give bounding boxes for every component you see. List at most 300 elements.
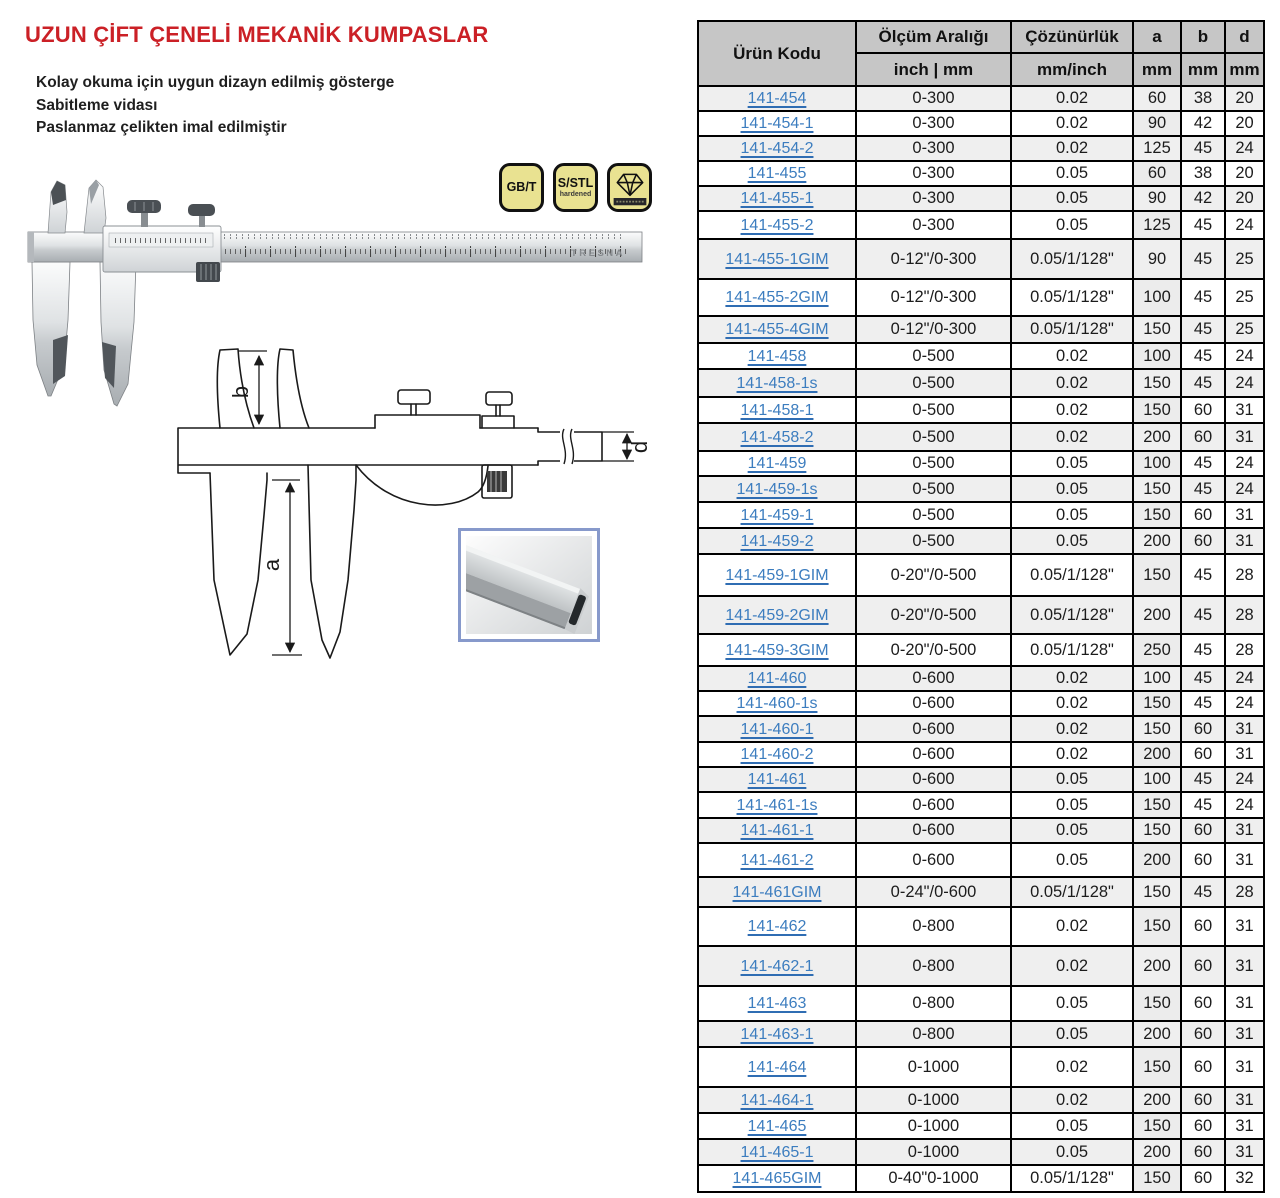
- product-code-link[interactable]: 141-461: [747, 771, 807, 788]
- product-code-link[interactable]: 141-458-2: [740, 428, 814, 446]
- d-cell: 31: [1225, 907, 1264, 946]
- product-code-link[interactable]: 141-454-1: [740, 115, 814, 132]
- b-cell: 45: [1181, 554, 1225, 596]
- caliper-dimension-diagram: [150, 340, 690, 675]
- d-cell: 28: [1225, 554, 1264, 596]
- a-cell: 200: [1133, 423, 1181, 451]
- b-cell: 45: [1181, 316, 1225, 343]
- b-cell: 45: [1181, 451, 1225, 476]
- b-cell: 45: [1181, 476, 1225, 502]
- d-cell: 24: [1225, 792, 1264, 818]
- d-cell: 32: [1225, 1165, 1264, 1192]
- product-code-link[interactable]: 141-458-1: [740, 401, 814, 419]
- product-code-link[interactable]: 141-454: [747, 90, 807, 107]
- product-code-link[interactable]: 141-455-1GIM: [725, 250, 829, 268]
- table-row: [698, 767, 1264, 792]
- d-cell: 24: [1225, 211, 1264, 239]
- range-cell: 0-20"/0-500: [856, 554, 1011, 596]
- a-cell: 90: [1133, 111, 1181, 136]
- diagram-beam: [178, 428, 538, 473]
- resolution-cell: 0.02: [1011, 946, 1133, 986]
- a-cell: 90: [1133, 239, 1181, 279]
- resolution-cell: 0.05/1/128": [1011, 877, 1133, 907]
- table-row: [698, 1113, 1264, 1139]
- resolution-cell: 0.05/1/128": [1011, 1165, 1133, 1192]
- resolution-cell: 0.05: [1011, 767, 1133, 792]
- d-cell: 31: [1225, 946, 1264, 986]
- b-cell: 60: [1181, 423, 1225, 451]
- product-table: [697, 20, 1265, 1193]
- resolution-cell: 0.02: [1011, 423, 1133, 451]
- table-row: [698, 666, 1264, 691]
- product-code-cell: [698, 691, 856, 716]
- a-cell: 150: [1133, 476, 1181, 502]
- d-cell: 31: [1225, 1139, 1264, 1165]
- moving-jaw-carbide-tip: [102, 342, 116, 388]
- b-cell: 38: [1181, 86, 1225, 111]
- product-code-link[interactable]: 141-461-1: [740, 822, 814, 839]
- b-cell: 60: [1181, 528, 1225, 554]
- d-cell: 31: [1225, 397, 1264, 423]
- d-cell: 31: [1225, 1021, 1264, 1047]
- product-code-link[interactable]: 141-455-1: [740, 190, 814, 207]
- d-cell: 20: [1225, 111, 1264, 136]
- a-cell: 100: [1133, 767, 1181, 792]
- b-cell: 60: [1181, 716, 1225, 742]
- b-cell: 60: [1181, 843, 1225, 877]
- product-code-cell: [698, 502, 856, 528]
- table-row: [698, 877, 1264, 907]
- product-code-link[interactable]: 141-463: [747, 995, 807, 1012]
- resolution-cell: 0.05: [1011, 1113, 1133, 1139]
- resolution-cell: 0.02: [1011, 666, 1133, 691]
- b-cell: 45: [1181, 596, 1225, 634]
- resolution-cell: 0.05: [1011, 186, 1133, 211]
- d-cell: 28: [1225, 634, 1264, 666]
- range-cell: 0-600: [856, 792, 1011, 818]
- table-row: [698, 792, 1264, 818]
- a-cell: 150: [1133, 877, 1181, 907]
- product-code-cell: [698, 716, 856, 742]
- a-cell: 150: [1133, 907, 1181, 946]
- resolution-cell: 0.02: [1011, 397, 1133, 423]
- resolution-cell: 0.05: [1011, 1139, 1133, 1165]
- a-cell: 150: [1133, 792, 1181, 818]
- d-cell: 24: [1225, 343, 1264, 369]
- table-row: [698, 111, 1264, 136]
- a-cell: 150: [1133, 1113, 1181, 1139]
- product-code-link[interactable]: 141-460: [747, 670, 807, 687]
- table-row: [698, 316, 1264, 343]
- table-row: [698, 369, 1264, 397]
- table-row: [698, 818, 1264, 843]
- b-cell: 60: [1181, 1087, 1225, 1113]
- range-cell: 0-300: [856, 161, 1011, 186]
- resolution-cell: 0.05: [1011, 818, 1133, 843]
- product-code-link[interactable]: 141-461-1s: [736, 796, 818, 814]
- b-cell: 42: [1181, 186, 1225, 211]
- diagram-upper-moving-blade: [277, 349, 309, 428]
- range-cell: 0-12"/0-300: [856, 279, 1011, 316]
- b-cell: 45: [1181, 239, 1225, 279]
- product-code-link[interactable]: 141-455-2GIM: [725, 289, 829, 306]
- a-cell: 100: [1133, 451, 1181, 476]
- d-cell: 31: [1225, 742, 1264, 767]
- d-cell: 31: [1225, 716, 1264, 742]
- badge-gbt-label: GB/T: [506, 179, 537, 194]
- range-cell: 0-300: [856, 86, 1011, 111]
- range-cell: 0-500: [856, 476, 1011, 502]
- product-code-cell: [698, 316, 856, 343]
- table-row: [698, 86, 1264, 111]
- range-cell: 0-600: [856, 691, 1011, 716]
- a-cell: 150: [1133, 554, 1181, 596]
- a-cell: 150: [1133, 369, 1181, 397]
- table-row: [698, 186, 1264, 211]
- badge-sstl-sublabel: hardened: [559, 191, 592, 199]
- range-cell: 0-500: [856, 502, 1011, 528]
- d-cell: 31: [1225, 1047, 1264, 1087]
- moving-jaw: [100, 262, 136, 406]
- d-cell: 24: [1225, 666, 1264, 691]
- table-row: [698, 716, 1264, 742]
- resolution-cell: 0.02: [1011, 343, 1133, 369]
- range-cell: 0-600: [856, 818, 1011, 843]
- col-header-a: a: [1133, 21, 1181, 53]
- d-cell: 20: [1225, 161, 1264, 186]
- range-cell: 0-600: [856, 767, 1011, 792]
- product-code-link[interactable]: 141-462: [747, 918, 807, 935]
- product-code-link[interactable]: 141-455-4GIM: [725, 321, 829, 338]
- range-cell: 0-800: [856, 986, 1011, 1021]
- product-code-cell: [698, 343, 856, 369]
- d-cell: 31: [1225, 986, 1264, 1021]
- product-code-link[interactable]: 141-460-2: [740, 746, 814, 763]
- range-cell: 0-600: [856, 843, 1011, 877]
- product-code-link[interactable]: 141-465GIM: [732, 1170, 822, 1187]
- b-cell: 45: [1181, 767, 1225, 792]
- table-row: [698, 211, 1264, 239]
- product-code-link[interactable]: 141-458: [747, 347, 807, 365]
- range-cell: 0-1000: [856, 1139, 1011, 1165]
- table-row: [698, 161, 1264, 186]
- col-subheader-range-units: inch | mm: [856, 53, 1011, 86]
- a-cell: 150: [1133, 1047, 1181, 1087]
- product-code-cell: [698, 596, 856, 634]
- table-row: [698, 907, 1264, 946]
- d-cell: 24: [1225, 691, 1264, 716]
- product-code-link[interactable]: 141-455-2: [740, 216, 814, 234]
- b-cell: 45: [1181, 369, 1225, 397]
- table-row: [698, 986, 1264, 1021]
- range-cell: 0-1000: [856, 1087, 1011, 1113]
- product-code-cell: [698, 877, 856, 907]
- table-row: [698, 1165, 1264, 1192]
- dim-label-b: b: [228, 385, 253, 399]
- resolution-cell: 0.02: [1011, 86, 1133, 111]
- table-row: [698, 691, 1264, 716]
- a-cell: 150: [1133, 986, 1181, 1021]
- range-cell: 0-300: [856, 211, 1011, 239]
- product-code-cell: [698, 1087, 856, 1113]
- page-title: UZUN ÇİFT ÇENELİ MEKANİK KUMPASLAR: [25, 22, 489, 47]
- a-cell: 150: [1133, 691, 1181, 716]
- feature-item: Paslanmaz çelikten imal edilmiştir: [36, 119, 287, 136]
- range-cell: 0-800: [856, 907, 1011, 946]
- feature-item: Sabitleme vidası: [36, 96, 158, 114]
- product-code-link[interactable]: 141-460-1: [740, 720, 814, 738]
- table-row: [698, 742, 1264, 767]
- b-cell: 45: [1181, 343, 1225, 369]
- col-header-b: b: [1181, 21, 1225, 53]
- b-cell: 60: [1181, 742, 1225, 767]
- product-code-cell: [698, 986, 856, 1021]
- a-cell: 90: [1133, 186, 1181, 211]
- b-cell: 42: [1181, 111, 1225, 136]
- product-code-link[interactable]: 141-465: [747, 1117, 807, 1135]
- diagram-thumb-screw: [398, 390, 430, 404]
- resolution-cell: 0.02: [1011, 742, 1133, 767]
- dim-label-a: a: [259, 558, 284, 572]
- b-cell: 60: [1181, 907, 1225, 946]
- resolution-cell: 0.05: [1011, 528, 1133, 554]
- a-cell: 200: [1133, 1139, 1181, 1165]
- range-cell: 0-300: [856, 111, 1011, 136]
- a-cell: 150: [1133, 316, 1181, 343]
- b-cell: 45: [1181, 279, 1225, 316]
- feature-item: Kolay okuma için uygun dizayn edilmiş gösterge: [36, 74, 395, 91]
- product-code-link[interactable]: 141-459-1: [740, 506, 814, 524]
- table-row: [698, 279, 1264, 316]
- product-code-link[interactable]: 141-463-1: [740, 1025, 814, 1043]
- range-cell: 0-12"/0-300: [856, 316, 1011, 343]
- range-cell: 0-800: [856, 1021, 1011, 1047]
- a-cell: 200: [1133, 1021, 1181, 1047]
- b-cell: 60: [1181, 1139, 1225, 1165]
- fixed-jaw-carbide-tip: [53, 335, 68, 384]
- product-code-link[interactable]: 141-459-1s: [736, 480, 818, 498]
- resolution-cell: 0.02: [1011, 691, 1133, 716]
- d-cell: 24: [1225, 767, 1264, 792]
- table-row: [698, 476, 1264, 502]
- d-cell: 25: [1225, 316, 1264, 343]
- table-row: [698, 397, 1264, 423]
- a-cell: 200: [1133, 528, 1181, 554]
- resolution-cell: 0.05/1/128": [1011, 239, 1133, 279]
- d-cell: 28: [1225, 596, 1264, 634]
- b-cell: 60: [1181, 1021, 1225, 1047]
- resolution-cell: 0.05: [1011, 792, 1133, 818]
- product-code-cell: [698, 1047, 856, 1087]
- resolution-cell: 0.05: [1011, 211, 1133, 239]
- range-cell: 0-600: [856, 742, 1011, 767]
- resolution-cell: 0.05: [1011, 476, 1133, 502]
- d-cell: 24: [1225, 136, 1264, 161]
- range-cell: 0-1000: [856, 1047, 1011, 1087]
- b-cell: 60: [1181, 502, 1225, 528]
- table-row: [698, 239, 1264, 279]
- product-code-cell: [698, 136, 856, 161]
- b-cell: 60: [1181, 397, 1225, 423]
- d-cell: 31: [1225, 818, 1264, 843]
- product-code-cell: [698, 666, 856, 691]
- product-code-cell: [698, 161, 856, 186]
- table-row: [698, 502, 1264, 528]
- resolution-cell: 0.05/1/128": [1011, 554, 1133, 596]
- resolution-cell: 0.05: [1011, 843, 1133, 877]
- b-cell: 45: [1181, 136, 1225, 161]
- resolution-cell: 0.05: [1011, 1021, 1133, 1047]
- b-cell: 60: [1181, 818, 1225, 843]
- d-cell: 25: [1225, 279, 1264, 316]
- col-header-range: Ölçüm Aralığı: [856, 21, 1011, 53]
- range-cell: 0-800: [856, 946, 1011, 986]
- a-cell: 150: [1133, 818, 1181, 843]
- b-cell: 60: [1181, 946, 1225, 986]
- product-code-cell: [698, 843, 856, 877]
- dim-label-d: d: [627, 440, 652, 454]
- product-code-link[interactable]: 141-460-1s: [736, 695, 818, 712]
- d-cell: 31: [1225, 843, 1264, 877]
- product-code-link[interactable]: 141-459-3GIM: [725, 641, 829, 659]
- product-code-link[interactable]: 141-459-2: [740, 532, 814, 550]
- table-row: [698, 843, 1264, 877]
- product-code-cell: [698, 423, 856, 451]
- badge-sstl-label: S/STL: [557, 175, 594, 190]
- product-code-link[interactable]: 141-464-1: [740, 1091, 814, 1109]
- range-cell: 0-300: [856, 186, 1011, 211]
- product-code-cell: [698, 369, 856, 397]
- resolution-cell: 0.02: [1011, 136, 1133, 161]
- diagram-moving-jaw: [308, 465, 356, 658]
- table-row: [698, 634, 1264, 666]
- a-cell: 250: [1133, 634, 1181, 666]
- resolution-cell: 0.02: [1011, 1087, 1133, 1113]
- product-code-cell: [698, 554, 856, 596]
- d-cell: 24: [1225, 369, 1264, 397]
- product-code-cell: [698, 767, 856, 792]
- product-code-link[interactable]: 141-454-2: [740, 140, 814, 157]
- table-row: [698, 1047, 1264, 1087]
- table-row: [698, 946, 1264, 986]
- product-code-link[interactable]: 141-461-2: [740, 851, 814, 869]
- d-cell: 20: [1225, 186, 1264, 211]
- a-cell: 150: [1133, 397, 1181, 423]
- range-cell: 0-500: [856, 423, 1011, 451]
- table-row: [698, 1021, 1264, 1047]
- product-code-link[interactable]: 141-465-1: [740, 1143, 814, 1161]
- range-cell: 0-500: [856, 528, 1011, 554]
- product-code-link[interactable]: 141-458-1s: [736, 374, 818, 392]
- product-code-link[interactable]: 141-462-1: [740, 957, 814, 975]
- b-cell: 38: [1181, 161, 1225, 186]
- col-subheader-resolution-units: mm/inch: [1011, 53, 1133, 86]
- product-code-cell: [698, 111, 856, 136]
- d-cell: 31: [1225, 1113, 1264, 1139]
- product-code-cell: [698, 211, 856, 239]
- a-cell: 200: [1133, 596, 1181, 634]
- product-code-link[interactable]: 141-464: [747, 1058, 807, 1076]
- range-cell: 0-600: [856, 716, 1011, 742]
- b-cell: 45: [1181, 792, 1225, 818]
- product-code-cell: [698, 1021, 856, 1047]
- product-code-cell: [698, 239, 856, 279]
- col-header-resolution: Çözünürlük: [1011, 21, 1133, 53]
- product-code-link[interactable]: 141-461GIM: [732, 883, 822, 901]
- d-cell: 31: [1225, 502, 1264, 528]
- product-code-cell: [698, 528, 856, 554]
- a-cell: 60: [1133, 161, 1181, 186]
- b-cell: 45: [1181, 666, 1225, 691]
- resolution-cell: 0.05: [1011, 451, 1133, 476]
- resolution-cell: 0.05/1/128": [1011, 596, 1133, 634]
- product-code-cell: [698, 1113, 856, 1139]
- range-cell: 0-20"/0-500: [856, 634, 1011, 666]
- table-row: [698, 451, 1264, 476]
- a-cell: 150: [1133, 1165, 1181, 1192]
- a-cell: 100: [1133, 279, 1181, 316]
- brand-text: TRESNA: [570, 248, 626, 259]
- resolution-cell: 0.05: [1011, 986, 1133, 1021]
- col-header-d: d: [1225, 21, 1264, 53]
- product-code-cell: [698, 397, 856, 423]
- range-cell: 0-1000: [856, 1113, 1011, 1139]
- d-cell: 24: [1225, 451, 1264, 476]
- diagram-lock-screw: [486, 392, 512, 405]
- d-cell: 31: [1225, 1087, 1264, 1113]
- resolution-cell: 0.05/1/128": [1011, 316, 1133, 343]
- a-cell: 200: [1133, 1087, 1181, 1113]
- product-table-header: [698, 21, 1264, 86]
- a-cell: 150: [1133, 502, 1181, 528]
- a-cell: 125: [1133, 136, 1181, 161]
- product-code-link[interactable]: 141-455: [747, 165, 807, 182]
- range-cell: 0-600: [856, 666, 1011, 691]
- b-cell: 60: [1181, 1047, 1225, 1087]
- resolution-cell: 0.02: [1011, 716, 1133, 742]
- d-cell: 31: [1225, 423, 1264, 451]
- product-code-cell: [698, 742, 856, 767]
- b-cell: 45: [1181, 211, 1225, 239]
- a-cell: 200: [1133, 843, 1181, 877]
- resolution-cell: 0.02: [1011, 369, 1133, 397]
- resolution-cell: 0.02: [1011, 111, 1133, 136]
- d-cell: 28: [1225, 877, 1264, 907]
- b-cell: 60: [1181, 986, 1225, 1021]
- table-row: [698, 423, 1264, 451]
- b-cell: 45: [1181, 877, 1225, 907]
- col-subheader-b-unit: mm: [1181, 53, 1225, 86]
- product-code-cell: [698, 186, 856, 211]
- resolution-cell: 0.05/1/128": [1011, 634, 1133, 666]
- product-code-cell: [698, 279, 856, 316]
- product-code-link[interactable]: 141-459: [747, 455, 807, 472]
- b-cell: 60: [1181, 1113, 1225, 1139]
- product-code-cell: [698, 86, 856, 111]
- a-cell: 125: [1133, 211, 1181, 239]
- resolution-cell: 0.02: [1011, 907, 1133, 946]
- range-cell: 0-24"/0-600: [856, 877, 1011, 907]
- d-cell: 24: [1225, 476, 1264, 502]
- product-code-link[interactable]: 141-459-2GIM: [725, 606, 829, 624]
- a-cell: 200: [1133, 946, 1181, 986]
- product-code-link[interactable]: 141-459-1GIM: [725, 566, 829, 584]
- product-table-body: [698, 86, 1264, 1192]
- range-cell: 0-500: [856, 343, 1011, 369]
- d-cell: 20: [1225, 86, 1264, 111]
- table-row: [698, 136, 1264, 161]
- product-code-cell: [698, 818, 856, 843]
